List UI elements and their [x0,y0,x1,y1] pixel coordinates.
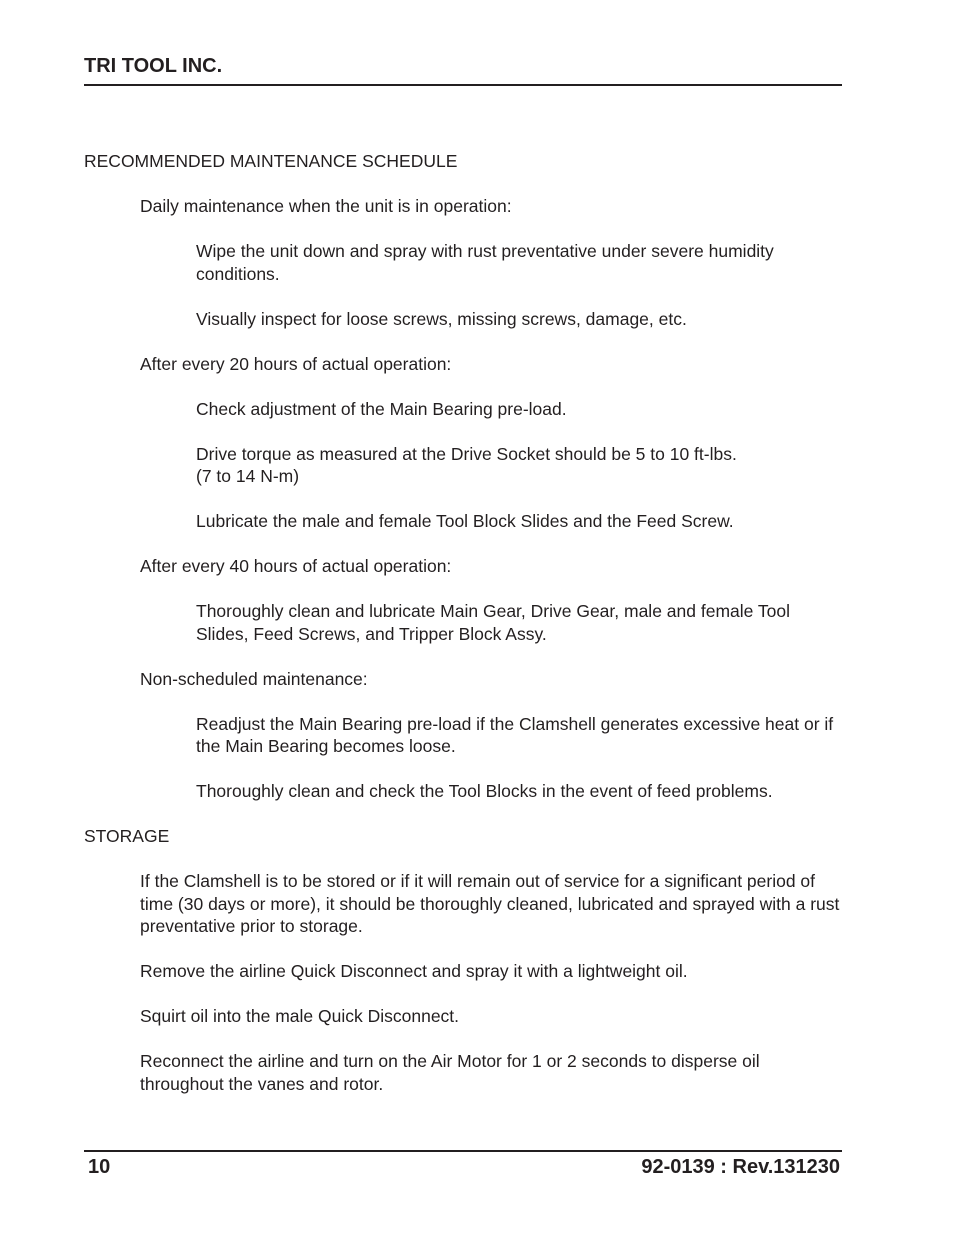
daily-item-inspect: Visually inspect for loose screws, missing screws, damage, etc. [196,308,687,329]
hours20-torque-line: Drive torque as measured at the Drive Socket should be 5 to 10 ft-lbs. [196,443,737,464]
daily-item-wipe: Wipe the unit down and spray with rust preventative under severe humidity conditions. [196,241,774,284]
daily-heading: Daily maintenance when the unit is in operation: [140,196,512,216]
storage-paragraph: Squirt oil into the male Quick Disconnect. [140,1006,460,1026]
hours20-torque-metric: (7 to 14 N-m) [196,466,300,486]
page-number: 10 [88,1156,111,1178]
storage-paragraph: Remove the airline Quick Disconnect and spray it with a lightweight oil. [140,961,688,981]
hours20-item-torque [196,443,844,488]
document-revision: 92-0139 : Rev.131230 [641,1156,840,1178]
hours20-item-preload: Check adjustment of the Main Bearing pre-load. [196,398,567,419]
company-header: TRI TOOL INC. [84,55,223,77]
hours40-item-clean: Thoroughly clean and lubricate Main Gear, Drive Gear, male and female Tool Slides, Feed Screws, and Tripper Block Assy. [196,601,791,644]
storage-paragraph: If the Clamshell is to be stored or if it will remain out of service for a significant period of time (30 days or more), it should be thoroughly cleaned, lubricated and sprayed with a rust preventative prior to storage. [140,871,840,936]
nonscheduled-heading: Non-scheduled maintenance: [140,668,368,689]
maintenance-schedule-title: RECOMMENDED MAINTENANCE SCHEDULE [84,151,458,171]
footer-rule [84,1150,842,1152]
storage-paragraph: Reconnect the airline and turn on the Air Motor for 1 or 2 seconds to disperse oil throughout the vanes and rotor. [140,1051,760,1094]
hours40-heading: After every 40 hours of actual operation: [140,556,452,576]
hours20-heading: After every 20 hours of actual operation: [140,353,452,374]
hours20-item-lubricate: Lubricate the male and female Tool Block Slides and the Feed Screw. [196,511,734,531]
storage-title: STORAGE [84,826,170,846]
nonscheduled-item-clean: Thoroughly clean and check the Tool Blocks in the event of feed problems. [196,781,773,801]
nonscheduled-item-readjust: Readjust the Main Bearing pre-load if the Clamshell generates excessive heat or if the Main Bearing becomes loose. [196,713,834,756]
page-content [84,150,844,1118]
header-rule [84,84,842,86]
